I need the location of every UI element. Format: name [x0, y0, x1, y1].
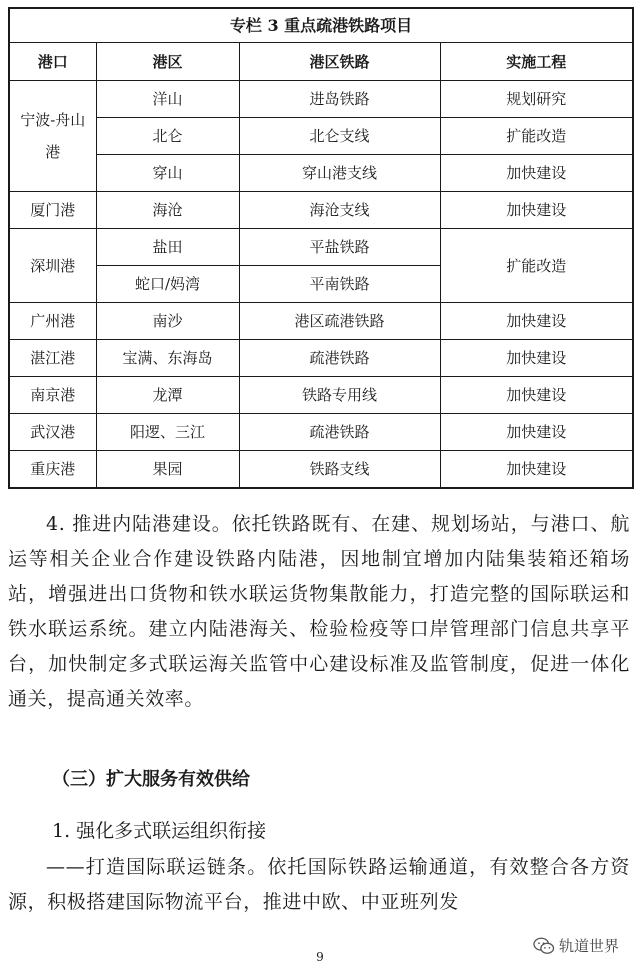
header-railway: 港区铁路: [239, 43, 440, 81]
area-cell: 果园: [96, 451, 239, 489]
railway-cell: 海沧支线: [239, 192, 440, 229]
project-cell: 规划研究: [440, 81, 633, 118]
area-cell: 南沙: [96, 303, 239, 340]
area-cell: 海沧: [96, 192, 239, 229]
area-cell: 洋山: [96, 81, 239, 118]
area-cell: 龙潭: [96, 377, 239, 414]
port-cell: 深圳港: [9, 229, 96, 303]
port-cell: 南京港: [9, 377, 96, 414]
railway-cell: 疏港铁路: [239, 340, 440, 377]
subheading: 1. 强化多式联运组织衔接: [52, 820, 267, 842]
area-cell: 阳逻、三江: [96, 414, 239, 451]
project-cell: 加快建设: [440, 340, 633, 377]
railway-cell: 穿山港支线: [239, 155, 440, 192]
port-railway-table: [8, 7, 634, 489]
project-cell: 扩能改造: [440, 118, 633, 155]
page-number: 9: [316, 950, 324, 964]
header-area: 港区: [96, 43, 239, 81]
port-cell: 武汉港: [9, 414, 96, 451]
project-cell: 加快建设: [440, 155, 633, 192]
table-row: [9, 192, 633, 229]
railway-cell: 港区疏港铁路: [239, 303, 440, 340]
watermark-text: 轨道世界: [559, 937, 620, 955]
table-row: [9, 414, 633, 451]
watermark: [533, 935, 619, 956]
project-cell: 加快建设: [440, 414, 633, 451]
section-heading: （三）扩大服务有效供给: [52, 769, 250, 790]
railway-cell: 进岛铁路: [239, 81, 440, 118]
railway-cell: 北仑支线: [239, 118, 440, 155]
table-row: [9, 377, 633, 414]
railway-cell: 铁路专用线: [239, 377, 440, 414]
port-cell: 厦门港: [9, 192, 96, 229]
table-title: 专栏 3 重点疏港铁路项目: [9, 8, 633, 43]
railway-cell: 平盐铁路: [239, 229, 440, 266]
paragraph-international-chain: ——打造国际联运链条。依托国际铁路运输通道，有效整合各方资源，积极搭建国际物流平台，推进中欧、中亚班列发: [8, 856, 630, 913]
project-cell: 加快建设: [440, 303, 633, 340]
railway-cell: 疏港铁路: [239, 414, 440, 451]
wechat-icon: [533, 936, 555, 956]
table-row: [9, 303, 633, 340]
table-row: [9, 118, 633, 155]
area-cell: 北仑: [96, 118, 239, 155]
area-cell: 穿山: [96, 155, 239, 192]
table-header-row: [9, 43, 633, 81]
project-cell: 加快建设: [440, 377, 633, 414]
area-cell: 盐田: [96, 229, 239, 266]
port-cell: 湛江港: [9, 340, 96, 377]
table-row: [9, 155, 633, 192]
header-project: 实施工程: [440, 43, 633, 81]
project-cell: 扩能改造: [440, 229, 633, 303]
area-cell: 蛇口/妈湾: [96, 266, 239, 303]
table-row: [9, 81, 633, 118]
project-cell: 加快建设: [440, 451, 633, 489]
railway-cell: 平南铁路: [239, 266, 440, 303]
header-port: 港口: [9, 43, 96, 81]
port-cell: 重庆港: [9, 451, 96, 489]
railway-cell: 铁路支线: [239, 451, 440, 489]
project-cell: 加快建设: [440, 192, 633, 229]
table-row: [9, 340, 633, 377]
table-row: [9, 451, 633, 489]
port-name: 宁波-舟山港: [20, 111, 86, 161]
paragraph-inland-port: 4. 推进内陆港建设。依托铁路既有、在建、规划场站，与港口、航运等相关企业合作建设铁路内陆港，因地制宜增加内陆集装箱还箱场站，增强进出口货物和铁水联运货物集散能力，打造完整的国际联运和铁水联运系统。建立内陆港海关、检验检疫等口岸管理部门信息共享平台，加快制定多式联运海关监管中心建设标准及监管制度，促进一体化通关，提高通关效率。: [8, 513, 630, 710]
port-cell: [9, 81, 96, 192]
area-cell: 宝满、东海岛: [96, 340, 239, 377]
table-row: [9, 229, 633, 266]
port-cell: 广州港: [9, 303, 96, 340]
